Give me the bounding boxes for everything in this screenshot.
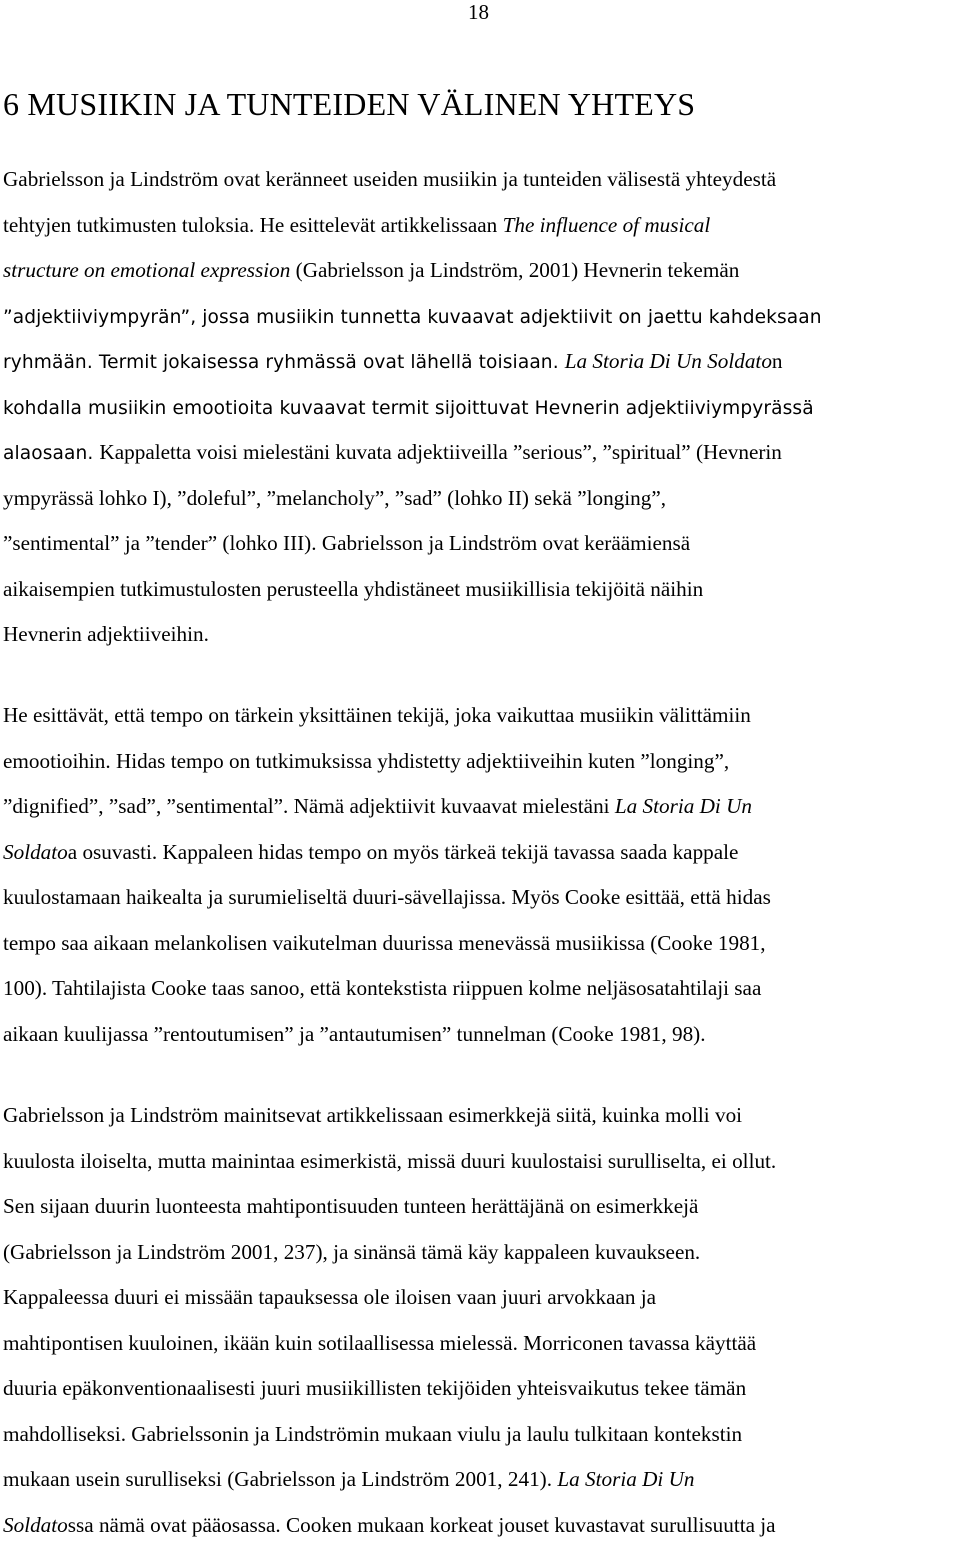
body-text: Gabrielsson ja Lindström mainitsevat artikkelissaan esimerkkejä siitä, kuinka molli voi bbox=[3, 1103, 742, 1127]
text-line bbox=[3, 430, 958, 476]
body-text: ryhmään. Termit jokaisessa ryhmässä ovat lähellä toisiaan. bbox=[3, 352, 565, 373]
body-text: duuria epäkonventionaalisesti juuri musiikillisten tekijöiden yhteisvaikutus tekee tämän bbox=[3, 1376, 746, 1400]
body-text: (Gabrielsson ja Lindström, 2001) Hevnerin tekemän bbox=[290, 258, 739, 282]
body-text: a osuvasti. Kappaleen hidas tempo on myös tärkeä tekijä tavassa saada kappale bbox=[68, 840, 739, 864]
body-text: Sen sijaan duurin luonteesta mahtipontisuuden tunteen herättäjänä on esimerkkejä bbox=[3, 1194, 698, 1218]
body-text: ”adjektiiviympyrän”, jossa musiikin tunnetta kuvaavat adjektiivit on jaettu kahdeksaan bbox=[3, 307, 822, 328]
italic-title-text: The influence of musical bbox=[503, 213, 711, 237]
body-text: kuulostamaan haikealta ja surumieliseltä duuri-sävellajissa. Myös Cooke esittää, että hidas bbox=[3, 885, 771, 909]
body-text: aikaisempien tutkimustulosten perusteella yhdistäneet musiikillisia tekijöitä näihin bbox=[3, 577, 703, 601]
text-line bbox=[3, 294, 958, 340]
body-text: (Gabrielsson ja Lindström 2001, 237), ja sinänsä tämä käy kappaleen kuvaukseen. bbox=[3, 1240, 700, 1264]
body-text: tehtyjen tutkimusten tuloksia. He esittelevät artikkelissaan bbox=[3, 213, 503, 237]
text-line bbox=[3, 1184, 958, 1230]
text-line bbox=[3, 739, 958, 785]
text-line bbox=[3, 693, 958, 739]
text-line bbox=[3, 203, 958, 249]
body-text: Kappaletta voisi mielestäni kuvata adjektiiveilla ”serious”, ”spiritual” (Hevnerin bbox=[99, 440, 781, 464]
chapter-heading: 6 MUSIIKIN JA TUNTEIDEN VÄLINEN YHTEYS bbox=[3, 84, 695, 124]
text-line bbox=[3, 1139, 958, 1185]
body-text: ssa nämä ovat pääosassa. Cooken mukaan korkeat jouset kuvastavat surullisuutta ja bbox=[68, 1513, 776, 1537]
body-text: mahtipontisen kuuloinen, ikään kuin sotilaallisessa mielessä. Morriconen tavassa käyttää bbox=[3, 1331, 756, 1355]
italic-title-text: structure on emotional expression bbox=[3, 258, 290, 282]
body-text: emootioihin. Hidas tempo on tutkimuksissa yhdistetty adjektiiveihin kuten ”longing”, bbox=[3, 749, 729, 773]
body-text: aikaan kuulijassa ”rentoutumisen” ja ”antautumisen” tunnelman (Cooke 1981, 98). bbox=[3, 1022, 706, 1046]
body-text: ympyrässä lohko I), ”doleful”, ”melancholy”, ”sad” (lohko II) sekä ”longing”, bbox=[3, 486, 666, 510]
body-text: ”dignified”, ”sad”, ”sentimental”. Nämä adjektiivit kuvaavat mielestäni bbox=[3, 794, 615, 818]
body-text: Gabrielsson ja Lindström ovat keränneet useiden musiikin ja tunteiden välisestä yhteydestä bbox=[3, 167, 776, 191]
text-line bbox=[3, 1093, 958, 1139]
body-text: Kappaleessa duuri ei missään tapauksessa ole iloisen vaan juuri arvokkaan ja bbox=[3, 1285, 656, 1309]
text-line bbox=[3, 248, 958, 294]
text-line bbox=[3, 339, 958, 385]
paragraph-3 bbox=[3, 1093, 958, 1548]
body-text: ”sentimental” ja ”tender” (lohko III). Gabrielsson ja Lindström ovat keräämiensä bbox=[3, 531, 690, 555]
text-line bbox=[3, 385, 958, 431]
body-text: He esittävät, että tempo on tärkein yksittäinen tekijä, joka vaikuttaa musiikin välittämiin bbox=[3, 703, 751, 727]
text-line bbox=[3, 875, 958, 921]
body-text: mahdolliseksi. Gabrielssonin ja Lindströmin mukaan viulu ja laulu tulkitaan kontekstin bbox=[3, 1422, 742, 1446]
text-line bbox=[3, 612, 958, 658]
text-line bbox=[3, 567, 958, 613]
italic-title-text: La Storia Di Un bbox=[615, 794, 752, 818]
body-text: Hevnerin adjektiiveihin. bbox=[3, 622, 209, 646]
body-text: n bbox=[772, 349, 783, 373]
body-text: 100). Tahtilajista Cooke taas sanoo, että kontekstista riippuen kolme neljäsosatahtilaji saa bbox=[3, 976, 761, 1000]
text-line bbox=[3, 1230, 958, 1276]
text-line bbox=[3, 966, 958, 1012]
text-line bbox=[3, 1457, 958, 1503]
body-text: alaosaan. bbox=[3, 443, 99, 464]
page-number: 18 bbox=[468, 0, 489, 26]
text-line bbox=[3, 784, 958, 830]
text-line bbox=[3, 1412, 958, 1458]
text-line bbox=[3, 521, 958, 567]
text-line bbox=[3, 1012, 958, 1058]
text-line bbox=[3, 1366, 958, 1412]
text-line bbox=[3, 921, 958, 967]
text-line bbox=[3, 830, 958, 876]
body-text: kohdalla musiikin emootioita kuvaavat termit sijoittuvat Hevnerin adjektiiviympyrässä bbox=[3, 398, 814, 419]
body-text: mukaan usein surulliseksi (Gabrielsson ja Lindström 2001, 241). bbox=[3, 1467, 557, 1491]
text-line bbox=[3, 1275, 958, 1321]
italic-title-text: Soldato bbox=[3, 840, 68, 864]
italic-title-text: La Storia Di Un bbox=[557, 1467, 694, 1491]
paragraph-2 bbox=[3, 693, 958, 1057]
text-line bbox=[3, 476, 958, 522]
text-line bbox=[3, 157, 958, 203]
text-line bbox=[3, 1321, 958, 1367]
text-line bbox=[3, 1503, 958, 1548]
italic-title-text: Soldato bbox=[3, 1513, 68, 1537]
body-text: kuulosta iloiselta, mutta mainintaa esimerkistä, missä duuri kuulostaisi surulliselta, ei ollut. bbox=[3, 1149, 776, 1173]
body-text: tempo saa aikaan melankolisen vaikutelman duurissa menevässä musiikissa (Cooke 1981, bbox=[3, 931, 766, 955]
paragraph-1 bbox=[3, 157, 958, 658]
italic-title-text: La Storia Di Un Soldato bbox=[565, 349, 772, 373]
